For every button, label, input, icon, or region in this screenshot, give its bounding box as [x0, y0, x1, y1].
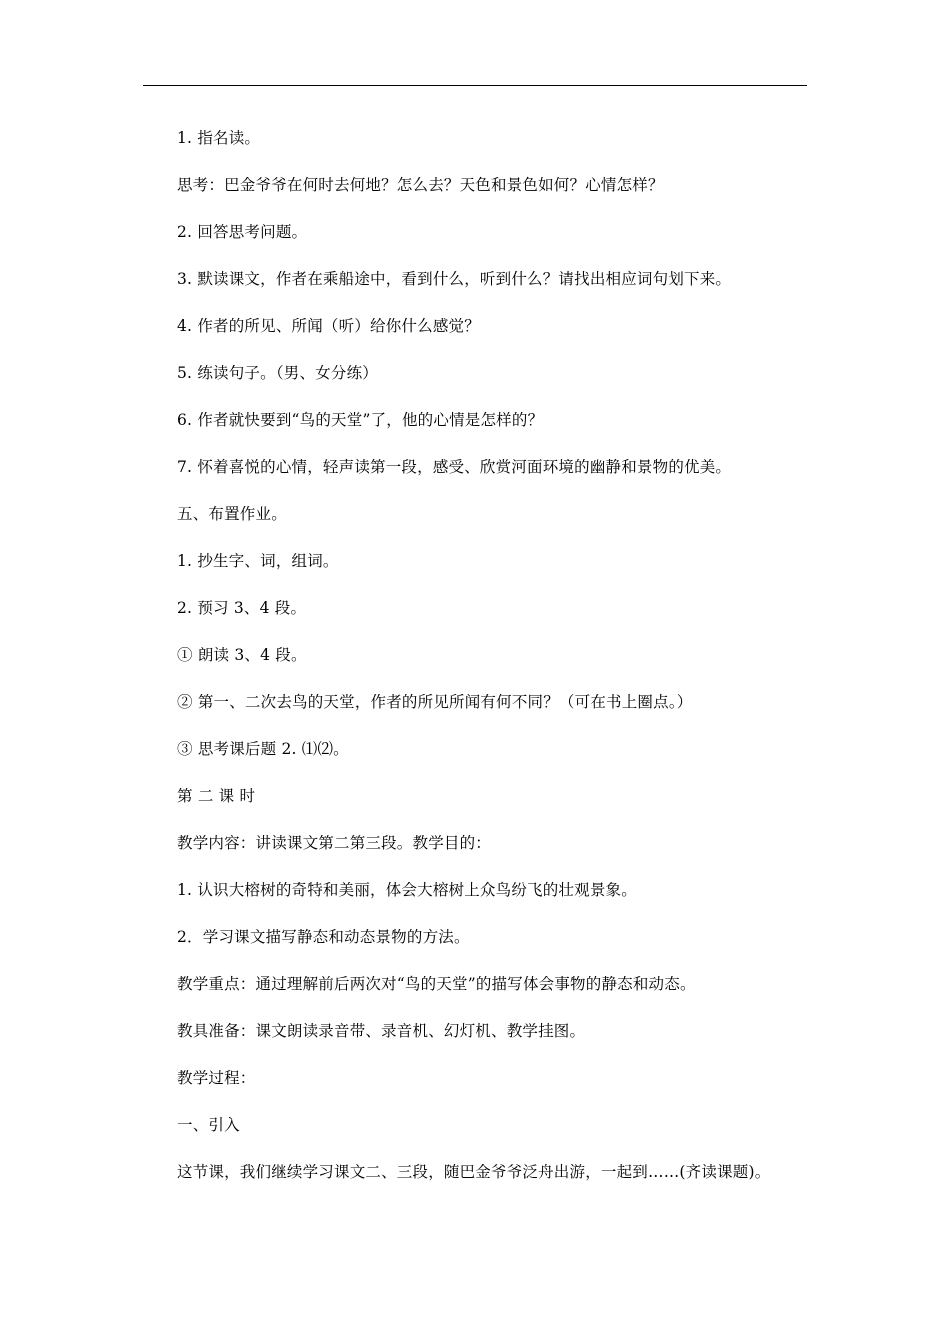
text-line: 1. 抄生字、词，组词。 — [177, 552, 339, 570]
text-line: 7. 怀着喜悦的心情，轻声读第一段，感受、欣赏河面环境的幽静和景物的优美。 — [177, 458, 732, 476]
text-line: 2．学习课文描写静态和动态景物的方法。 — [177, 928, 470, 946]
text-line: 思考：巴金爷爷在何时去何地？怎么去？天色和景色如何？心情怎样？ — [177, 176, 664, 194]
text-line: 教学重点：通过理解前后两次对“鸟的天堂”的描写体会事物的静态和动态。 — [177, 975, 696, 993]
text-line: 3. 默读课文，作者在乘船途中，看到什么，听到什么？请找出相应词句划下来。 — [177, 270, 732, 288]
lesson-heading: 第 二 课 时 — [177, 787, 256, 805]
section-heading: 一、引入 — [177, 1116, 240, 1134]
document-body — [177, 127, 827, 1208]
text-line: 教学过程： — [177, 1069, 256, 1087]
text-line: 4. 作者的所见、所闻（听）给你什么感觉？ — [177, 317, 480, 335]
text-line: ③ 思考课后题 2. ⑴⑵。 — [177, 740, 349, 758]
text-line: 教学内容：讲读课文第二第三段。教学目的： — [177, 834, 492, 852]
text-line: 这节课，我们继续学习课文二、三段，随巴金爷爷泛舟出游，一起到……(齐读课题)。 — [177, 1163, 771, 1181]
text-line: ① 朗读 3、4 段。 — [177, 646, 307, 664]
section-heading: 五、布置作业。 — [177, 505, 287, 523]
text-line: 1. 指名读。 — [177, 129, 261, 147]
text-line: 6. 作者就快要到“鸟的天堂”了，他的心情是怎样的？ — [177, 411, 544, 429]
text-line: 1. 认识大榕树的奇特和美丽，体会大榕树上众鸟纷飞的壮观景象。 — [177, 881, 637, 899]
text-line: ② 第一、二次去鸟的天堂，作者的所见所闻有何不同？（可在书上圈点。） — [177, 693, 693, 711]
text-line: 教具准备：课文朗读录音带、录音机、幻灯机、教学挂图。 — [177, 1022, 586, 1040]
text-line: 2. 预习 3、4 段。 — [177, 599, 307, 617]
text-line: 5. 练读句子。（男、女分练） — [177, 364, 378, 382]
header-rule — [143, 85, 807, 86]
text-line: 2. 回答思考问题。 — [177, 223, 308, 241]
